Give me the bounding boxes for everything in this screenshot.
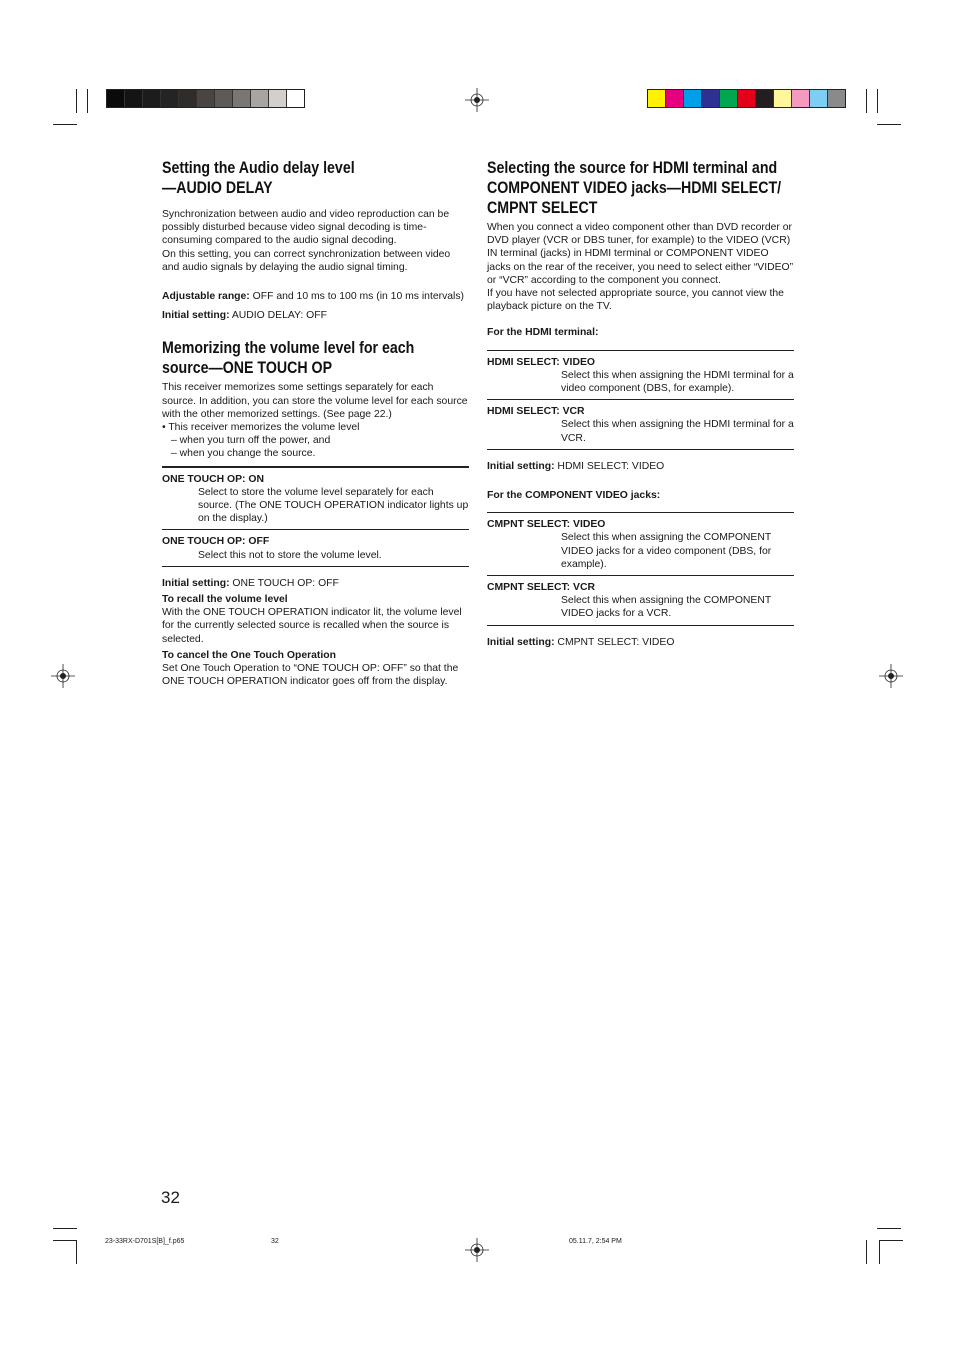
footer-timestamp: 05.11.7, 2:54 PM (569, 1238, 622, 1245)
option-name: CMPNT SELECT: VIDEO (487, 519, 606, 531)
audio-delay-section (162, 158, 469, 322)
dash-item: – when you change the source. (171, 448, 316, 460)
color-swatch (125, 90, 143, 107)
option-description: Select this not to store the volume level. (198, 549, 382, 561)
color-swatch (161, 90, 179, 107)
option-description: Select this when assigning the COMPONENT VIDEO jacks for a VCR. (561, 595, 772, 620)
color-swatch (179, 90, 197, 107)
color-swatch (828, 90, 845, 107)
option-entry (487, 576, 794, 625)
initial-setting: Initial setting: HDMI SELECT: VIDEO (487, 460, 665, 472)
color-swatch (233, 90, 251, 107)
bullet-item: • This receiver memorizes the volume level (162, 422, 360, 434)
color-swatch (666, 90, 684, 107)
hdmi-select-section (487, 158, 794, 649)
crop-mark (866, 89, 867, 113)
initial-setting: Initial setting: ONE TOUCH OP: OFF (162, 577, 339, 589)
option-name: HDMI SELECT: VIDEO (487, 356, 595, 368)
option-name: ONE TOUCH OP: OFF (162, 536, 270, 548)
right-column (487, 158, 794, 649)
audio-delay-paragraph: Synchronization between audio and video reproduction can be possibly disturbed because video signal decoding is time-consuming compared to the audio signal decoding. (162, 209, 450, 247)
option-description: Select to store the volume level separately for each source. (The ONE TOUCH OPERATION indicator lights up on the display.) (198, 486, 469, 525)
registration-mark-icon (465, 88, 489, 112)
color-swatch (738, 90, 756, 107)
registration-mark-icon (465, 1238, 489, 1262)
footer-filename: 23-33RX-D701S[B]_f.p65 (105, 1238, 185, 1245)
crop-mark (53, 1240, 77, 1241)
option-name: HDMI SELECT: VCR (487, 406, 585, 418)
option-entry (487, 513, 794, 575)
cancel-heading: To cancel the One Touch Operation (162, 649, 336, 661)
hdmi-heading: For the HDMI terminal: (487, 327, 599, 339)
color-swatch (287, 90, 304, 107)
color-swatch (251, 90, 269, 107)
color-swatch (269, 90, 287, 107)
color-swatch (756, 90, 774, 107)
option-entry (162, 468, 469, 530)
crop-mark (76, 89, 77, 113)
hdmi-paragraph: If you have not selected appropriate source, you cannot view the playback picture on the TV. (487, 288, 784, 313)
hdmi-select-title: Selecting the source for HDMI terminal and COMPONENT VIDEO jacks—HDMI SELECT/ CMPNT SELECT (487, 159, 782, 217)
one-touch-section (162, 338, 469, 688)
registration-mark-icon (879, 664, 903, 688)
color-swatch (720, 90, 738, 107)
color-swatch (774, 90, 792, 107)
option-description: Select this when assigning the COMPONENT VIDEO jacks for a video component (DBS, for example). (561, 532, 772, 570)
option-entry (487, 400, 794, 449)
color-swatch (197, 90, 215, 107)
initial-setting: Initial setting: AUDIO DELAY: OFF (162, 310, 327, 322)
crop-mark (879, 1240, 903, 1241)
color-swatch (810, 90, 828, 107)
crop-mark (877, 1228, 901, 1229)
initial-setting: Initial setting: CMPNT SELECT: VIDEO (487, 636, 675, 648)
audio-delay-title: Setting the Audio delay level —AUDIO DELAY (162, 159, 355, 197)
recall-text: With the ONE TOUCH OPERATION indicator lit, the volume level for the currently selected source is recalled when the source is selected. (162, 607, 462, 645)
color-swatch (684, 90, 702, 107)
option-description: Select this when assigning the HDMI terminal for a VCR. (561, 419, 794, 444)
option-entry (487, 351, 794, 400)
color-strip (647, 89, 846, 108)
cancel-text: Set One Touch Operation to “ONE TOUCH OP: OFF” so that the ONE TOUCH OPERATION indicator goes off from the display. (162, 663, 459, 688)
registration-mark-icon (51, 664, 75, 688)
left-column (162, 158, 469, 688)
one-touch-title: Memorizing the volume level for each source—ONE TOUCH OP (162, 339, 415, 378)
hdmi-paragraph: When you connect a video component other than DVD recorder or DVD player (VCR or DBS tuner, for example) to the VIDEO (VCR) IN terminal (jacks) in HDMI terminal or COMPONENT VIDEO jacks on the rear of the receiver, you need to select either “VIDEO” or “VCR” according to the component you connect. (487, 222, 794, 286)
crop-mark (879, 1240, 880, 1264)
grayscale-strip (106, 89, 305, 108)
recall-heading: To recall the volume level (162, 594, 288, 606)
color-swatch (107, 90, 125, 107)
crop-mark (877, 89, 878, 113)
option-description: Select this when assigning the HDMI terminal for a video component (DBS, for example). (561, 369, 794, 395)
crop-mark (877, 124, 901, 125)
crop-mark (76, 1240, 77, 1264)
color-swatch (792, 90, 810, 107)
audio-delay-paragraph: On this setting, you can correct synchronization between video and audio signals by delaying the audio signal timing. (162, 248, 451, 273)
option-name: ONE TOUCH OP: ON (162, 473, 264, 485)
page-number: 32 (161, 1188, 180, 1207)
color-swatch (215, 90, 233, 107)
option-entry (162, 530, 469, 565)
dash-item: – when you turn off the power, and (171, 435, 331, 447)
color-swatch (143, 90, 161, 107)
component-heading: For the COMPONENT VIDEO jacks: (487, 490, 661, 502)
crop-mark (53, 124, 77, 125)
color-swatch (648, 90, 666, 107)
crop-mark (87, 89, 88, 113)
option-name: CMPNT SELECT: VCR (487, 582, 595, 594)
crop-mark (866, 1240, 867, 1264)
crop-mark (53, 1228, 77, 1229)
adjustable-range: Adjustable range: OFF and 10 ms to 100 ms (in 10 ms intervals) (162, 291, 465, 303)
color-swatch (702, 90, 720, 107)
footer-page: 32 (271, 1238, 279, 1245)
one-touch-paragraph: This receiver memorizes some settings separately for each source. In addition, you can store the volume level for each source with the other memorized settings. (See page 22.) (162, 382, 468, 420)
